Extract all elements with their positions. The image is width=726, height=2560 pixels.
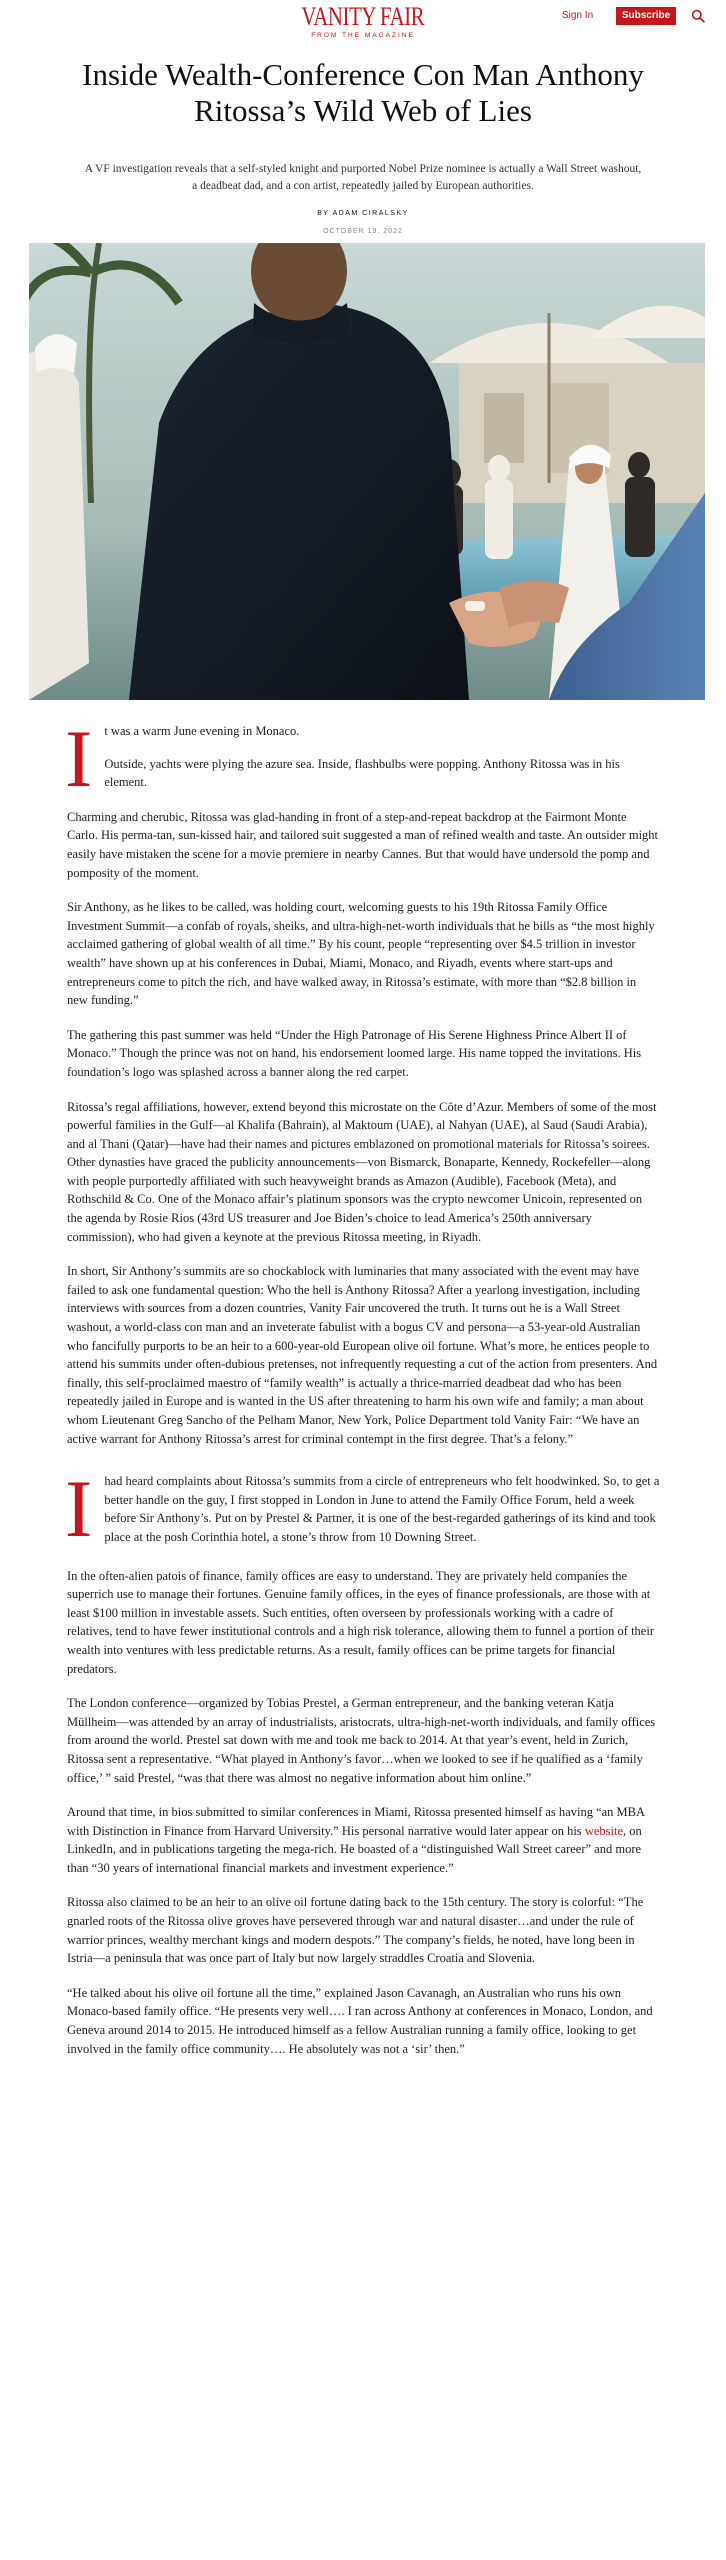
article-paragraph: In the often-alien patois of finance, family offices are easy to understand. They are privately held companies the superrich use to manage their fortunes. Genuine family offices, in the eyes of finance professionals, are those with at least $100 million in investable assets. Such entities, often overseen by professionals working with a cadre of relatives, tend to have fewer institutional controls and a high risk tolerance, allowing them to funnel a portion of their wealth into ventures with less predictable returns. As a result, family offices can be prime targets for financial predators.: [67, 1568, 654, 1676]
article-paragraph: [65, 1463, 660, 1555]
article-headline: Inside Wealth-Conference Con Man Anthony Ritossa’s Wild Web of Lies: [82, 57, 644, 128]
drop-cap: I: [65, 713, 93, 804]
article-paragraph: Ritossa’s regal affiliations, however, extend beyond this microstate on the Côte d’Azur. Members of some of the most powerful families in the Gulf—al Khalifa (Bahrain), al Maktoum (UAE), al Nahyan (UAE), al Saud (Saudi Arabia), and al Thani (Qatar)—have had their names and pictures emblazoned on promotional materials for Ritossa’s soirees. Other dynasties have graced the publicity announcements—von Bismarck, Bonaparte, Kennedy, Rockefeller—along with people purportedly affiliated with such heavyweight brands as Amazon (Audible), Facebook (Meta), and Rothschild & Co. One of the Monaco affair’s platinum sponsors was the crypto newcomer Unicoin, represented on the agenda by Rosie Rios (43rd US treasurer and Joe Biden’s choice to lead America’s 250th anniversary commission), who had given a keynote at the previous Ritossa meeting, in Riyadh.: [67, 1099, 657, 1244]
website-link[interactable]: website: [584, 1823, 623, 1838]
masthead-tagline: FROM THE MAGAZINE: [311, 32, 415, 39]
paragraph-text: had heard complaints about Ritossa’s summits from a circle of entrepreneurs who felt hoodwinked. So, to get a better handle on the guy, I first stopped in London in June to attend the Family Office Forum, held a week before Sir Anthony’s. Put on by Prestel & Partner, it is one of the best-regarded gatherings of its kind and took place at the posh Corinthia hotel, a stone’s throw from 10 Downing Street.: [104, 1474, 660, 1544]
search-icon[interactable]: [691, 9, 705, 23]
article-paragraph: Sir Anthony, as he likes to be called, was holding court, welcoming guests to his 19th Ritossa Family Office Investment Summit—a confab of royals, sheiks, and ultra-high-net-worth individuals that he bills as “the most highly acclaimed gathering of global wealth of all time.” By his count, people “representing over $4.5 trillion in investor wealth” have shown up at his conferences in Dubai, Miami, Monaco, and Riyadh, events where start-ups and entrepreneurs come to pitch the rich, and have walked away, in Ritossa’s estimate, with more than “$2.8 billion in new funding.”: [67, 900, 655, 1008]
paragraph-text: , on LinkedIn, and in publications targeting the mega-rich. He boasted of a “distinguished Wall Street career” and more than “30 years of international financial markets and investment experience.”: [67, 1823, 642, 1875]
article-paragraph: The gathering this past summer was held “Under the High Patronage of His Serene Highness Prince Albert II of Monaco.” Though the prince was not on hand, his endorsement loomed large. His name topped the invitations. His foundation’s logo was splashed across a banner along the red carpet.: [67, 1027, 642, 1079]
paragraph-text: Outside, yachts were plying the azure sea. Inside, flashbulbs were popping. Anthony Ritossa was in his element.: [104, 756, 620, 790]
article-paragraph: [67, 1803, 660, 1877]
publish-date: OCTOBER 19, 2022: [323, 228, 403, 235]
paragraph-text: Around that time, in bios submitted to similar conferences in Miami, Ritossa presented himself as having “an MBA with Distinction in Finance from Harvard University.” His personal narrative would later appear on his: [67, 1805, 645, 1838]
article-paragraph: Charming and cherubic, Ritossa was glad-handing in front of a step-and-repeat backdrop at the Fairmont Monte Carlo. His perma-tan, sun-kissed hair, and tailored suit suggested a man of refined wealth and taste. An outsider might easily have mistaken the scene for a movie premiere in nearby Cannes. But that would have undersold the pomp and pomposity of the moment.: [67, 809, 659, 880]
sign-in-link[interactable]: Sign In: [562, 10, 594, 21]
article-paragraph: Ritossa also claimed to be an heir to an olive oil fortune dating back to the 15th century. The story is colorful: “The gnarled roots of the Ritossa olive groves have persevered through war and natural disaster…and under the rule of warrior princes, wealthy merchant kings and modern despots.” The company’s fields, he noted, have long been in Istria—a peninsula that was once part of Italy but now largely straddles Croatia and Slovenia.: [67, 1895, 644, 1966]
hero-illustration: [29, 243, 705, 700]
top-navigation-bar: [0, 0, 726, 43]
article-paragraph: “He talked about his olive oil fortune all the time,” explained Jason Cavanagh, an Australian who runs his own Monaco-based family office. “He presents very well…. I ran across Anthony at conferences in Monaco, London, and Geneva around 2014 to 2015. He introduced himself as a fellow Australian running a family office, looking to get involved in the family office community…. He absolutely was not a ‘sir’ then.”: [67, 1985, 653, 2056]
article-paragraph: The London conference—organized by Tobias Prestel, a German entrepreneur, and the banking veteran Katja Müllheim—was attended by an array of industrialists, aristocrats, ultra-high-net-worth individuals, and family offices from around the world. Prestel sat down with me and took me back to 2014. At that year’s event, held in Zurich, Ritossa sent a representative. “What played in Anthony’s favor…when we looked to see if he qualified as a ‘family office,’ ” said Prestel, “was that there was almost no negative information about him online.”: [67, 1696, 656, 1785]
author-link[interactable]: ADAM CIRALSKY: [332, 210, 409, 217]
byline: [0, 210, 726, 217]
vanity-fair-logo[interactable]: VANITY FAIR: [301, 2, 425, 31]
drop-cap: I: [65, 1463, 93, 1555]
byline-prefix: BY: [317, 210, 330, 217]
article-dek: A VF investigation reveals that a self-styled knight and purported Nobel Prize nominee is actually a Wall Street washout, a deadbeat dad, and a con artist, repeatedly jailed by European authorities.: [84, 163, 642, 192]
article-paragraph: In short, Sir Anthony’s summits are so chockablock with luminaries that many associated with the event may have failed to ask one fundamental question: Who the hell is Anthony Ritossa? After a yearlong investigation, including interviews with sources from a dozen countries, Vanity Fair uncovered the truth. It turns out he is a Wall Street washout, a world-class con man and an inveterate fabulist with a bogus CV and persona—a 53-year-old Australian who fancifully purports to be an heir to a 600-year-old European olive oil fortune. What’s more, he entices people to attend his summits under often-dubious pretenses, not infrequently requesting a cut of the action from presenters. And finally, this self-proclaimed maestro of “family wealth” is actually a thrice-married deadbeat dad who has been repeatedly jailed in Europe and is wanted in the US after threatening to harm his own wife and family; a man about whom Lieutenant Greg Sancho of the Pelham Manor, New York, Police Department told Vanity Fair: “We have an active warrant for Anthony Ritossa’s arrest for criminal contempt in the first degree. That’s a felony.”: [67, 1264, 658, 1446]
article-paragraph: [65, 713, 660, 804]
paragraph-text: t was a warm June evening in Monaco.: [104, 724, 300, 738]
subscribe-button[interactable]: Subscribe: [616, 7, 676, 25]
article-body: [65, 713, 660, 2074]
